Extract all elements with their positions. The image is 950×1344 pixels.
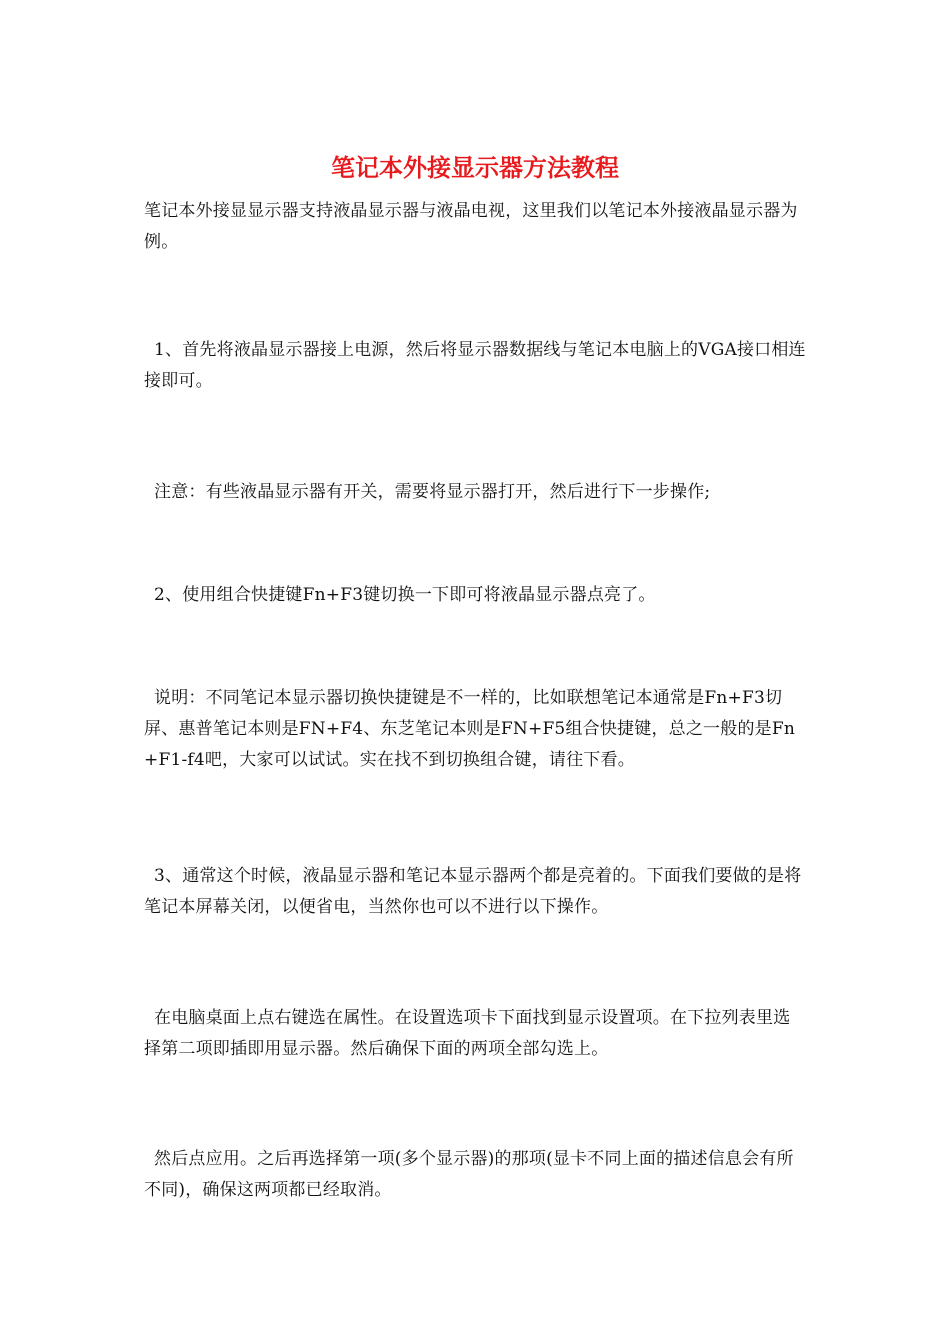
paragraph-note: 注意：有些液晶显示器有开关，需要将显示器打开，然后进行下一步操作; xyxy=(154,482,711,502)
paragraph-apply: 然后点应用。之后再选择第一项(多个显示器)的那项(显卡不同上面的描述信息会有所不同)，确保这两项都已经取消。 xyxy=(144,1149,794,1200)
paragraph-desktop-settings: 在电脑桌面上点右键选在属性。在设置选项卡下面找到显示设置项。在下拉列表里选择第二项即插即用显示器。然后确保下面的两项全部勾选上。 xyxy=(144,1008,791,1059)
page-title: 笔记本外接显示器方法教程 xyxy=(331,153,619,182)
paragraph-step-3: 3、通常这个时候，液晶显示器和笔记本显示器两个都是亮着的。下面我们要做的是将笔记本屏幕关闭，以便省电，当然你也可以不进行以下操作。 xyxy=(144,866,802,917)
paragraph-step-1: 1、首先将液晶显示器接上电源，然后将显示器数据线与笔记本电脑上的VGA接口相连接即可。 xyxy=(144,340,806,391)
paragraph-intro: 笔记本外接显显示器支持液晶显示器与液晶电视，这里我们以笔记本外接液晶显示器为例。 xyxy=(144,201,798,252)
paragraph-explanation: 说明：不同笔记本显示器切换快捷键是不一样的，比如联想笔记本通常是Fn+F3切屏、惠普笔记本则是FN+F4、东芝笔记本则是FN+F5组合快捷键，总之一般的是Fn+F1-f4吧，大家可以试试。实在找不到切换组合键，请往下看。 xyxy=(144,688,795,770)
paragraph-step-2: 2、使用组合快捷键Fn+F3键切换一下即可将液晶显示器点亮了。 xyxy=(154,585,656,605)
